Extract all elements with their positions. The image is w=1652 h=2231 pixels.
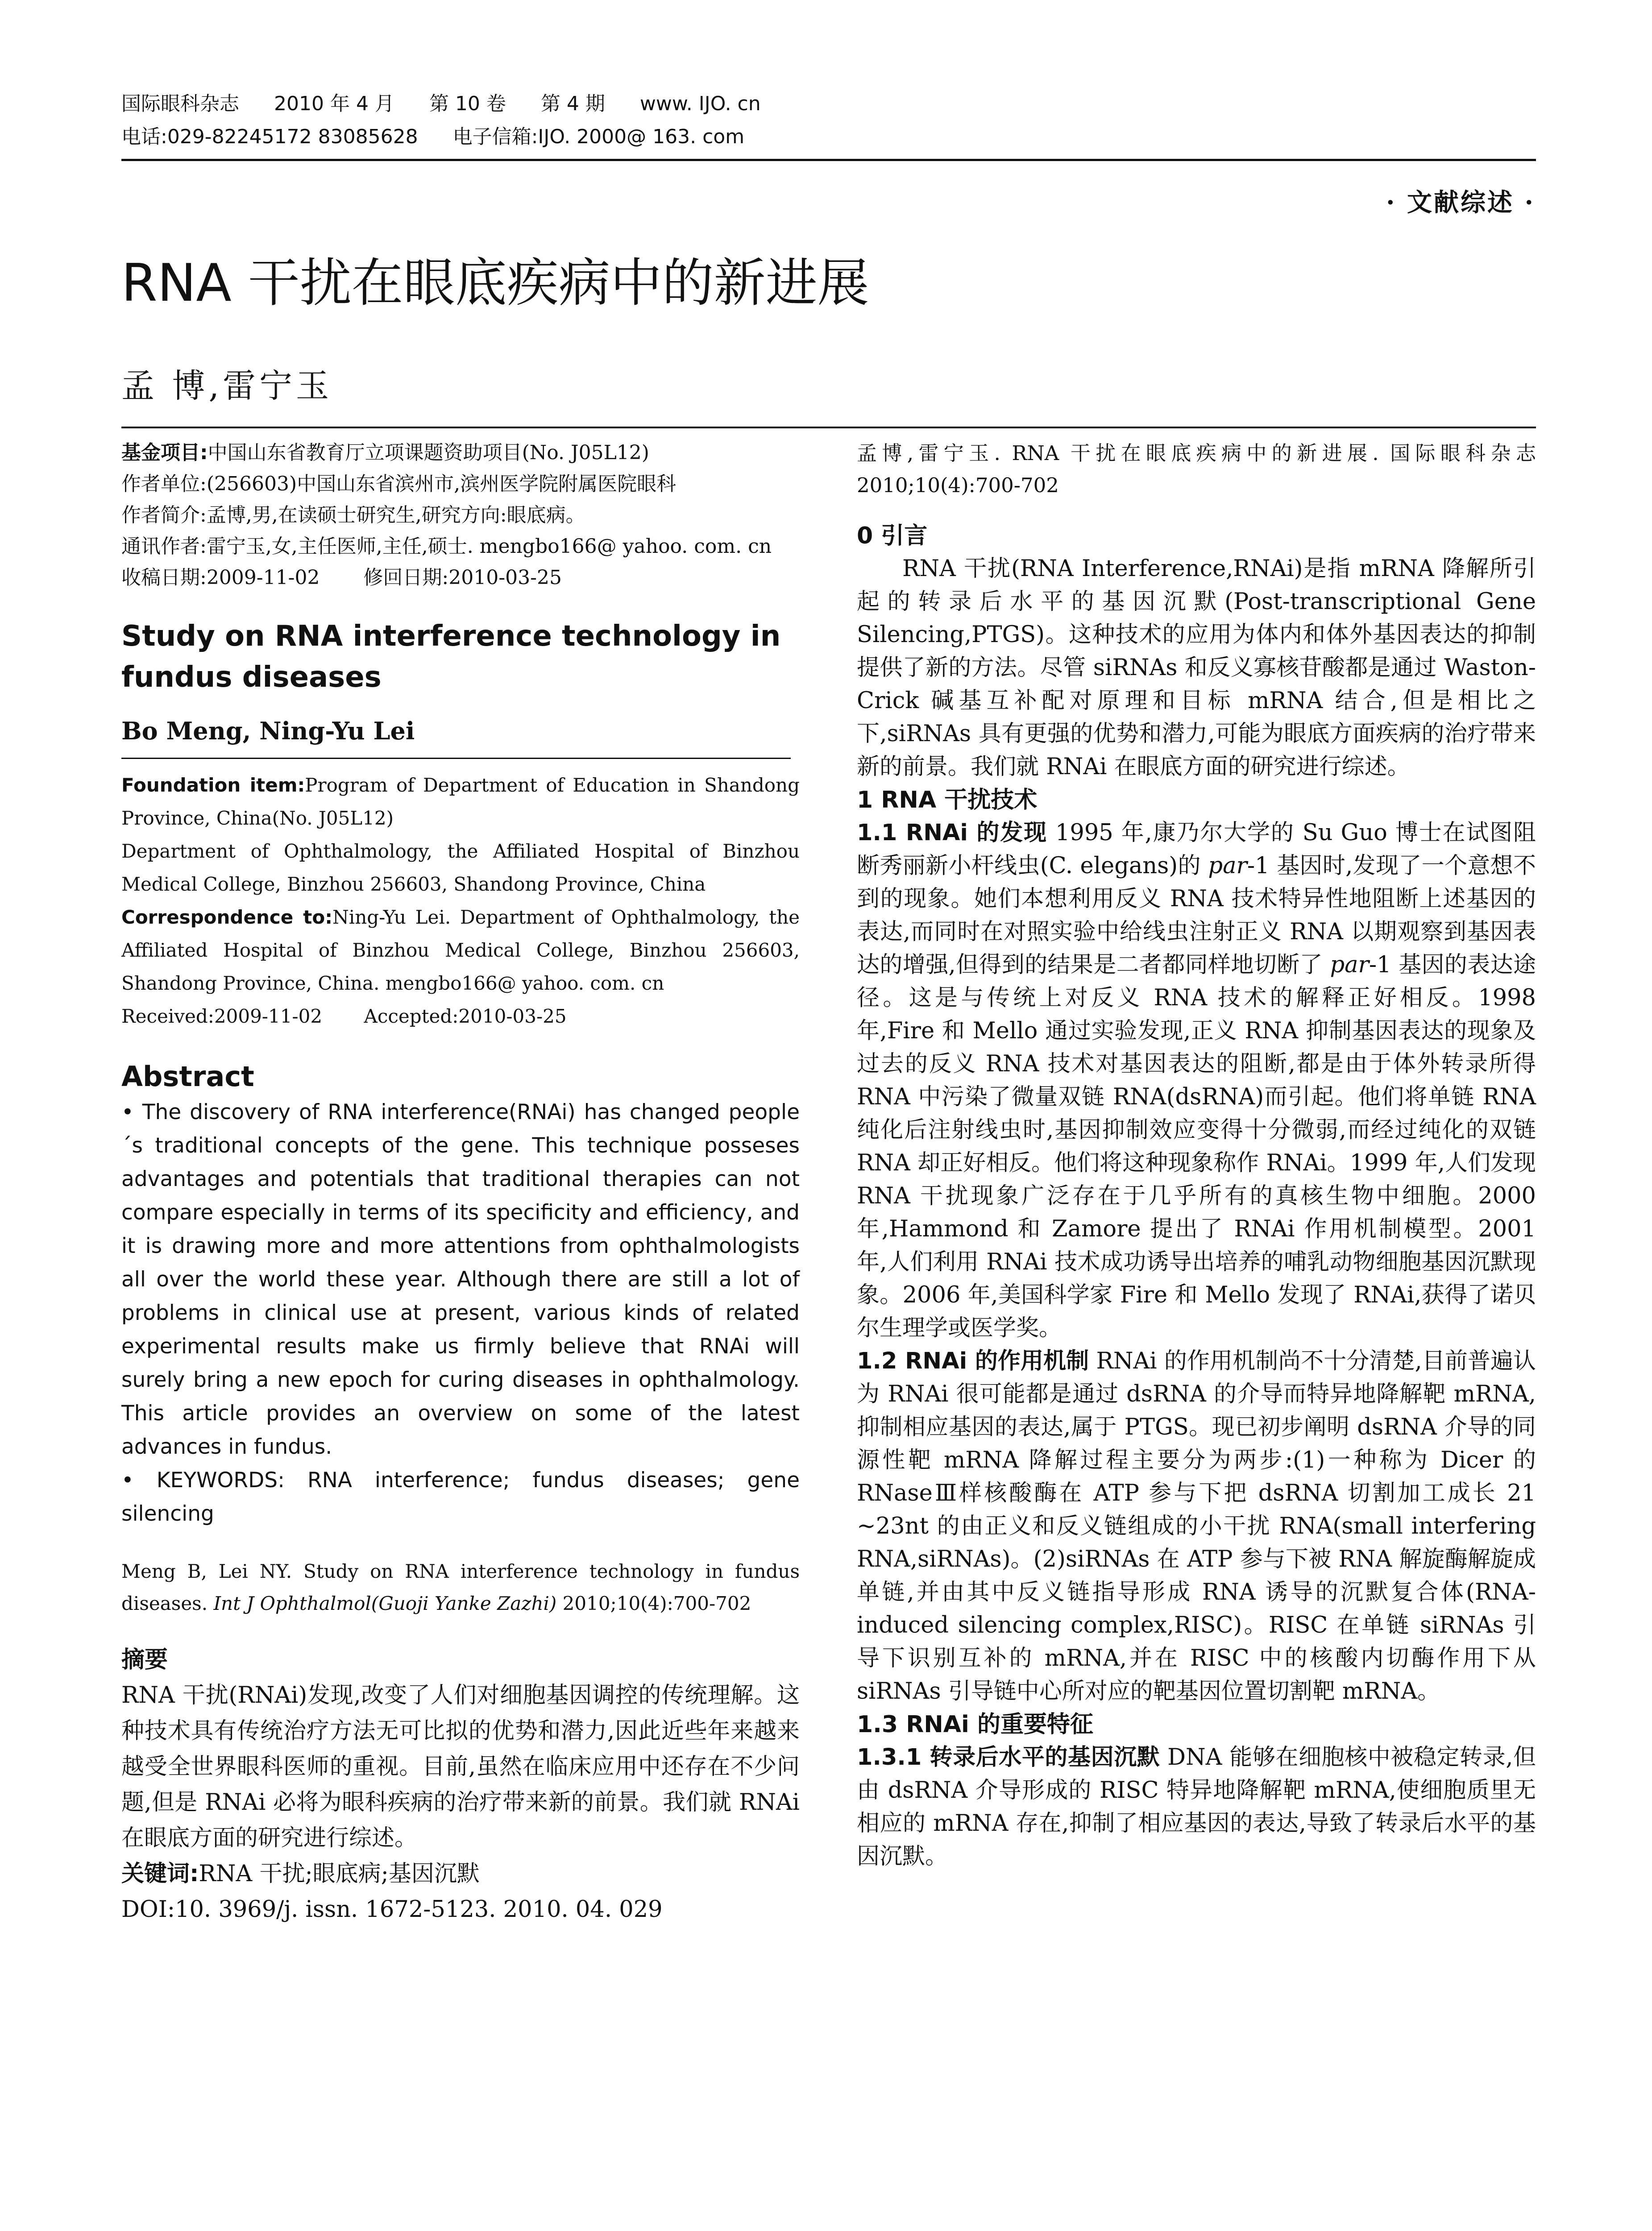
en-accepted: Accepted:2010-03-25 [364, 1005, 567, 1027]
section-1-3-1-heading: 1.3.1 转录后水平的基因沉默 [857, 1744, 1160, 1771]
intro-paragraph: RNA 干扰(RNA Interference,RNAi)是指 mRNA 降解所引起的转录后水平的基因沉默(Post-transcriptional Gene Silencing,PTGS)。这种技术的应用为体内和体外基因表达的抑制提供了新的方法。尽管 siRNAs 和反义寡核苷酸都是通过 Waston-Crick 碱基互补配对原理和目标 mRNA 结合,但是相比之下,siRNAs 具有更强的优势和潜力,可能为眼底方面疾病的治疗带来新的前景。我们就 RNAi 在眼底方面的研究进行综述。 [857, 556, 1536, 780]
english-authors: Bo Meng, Ning-Yu Lei [121, 717, 415, 745]
correspondence-text: Ning-Yu Lei. Department of Ophthalmology, the Affiliated Hospital of Binzhou Medical College, Binzhou 256603, Shandong Province, China. mengbo166@ yahoo. com. cn [121, 906, 800, 994]
doi[interactable]: DOI:10. 3969/j. issn. 1672-5123. 2010. 04. 029 [121, 1896, 663, 1923]
en-received: Received:2009-11-02 [121, 1005, 323, 1027]
chinese-citation: 孟博,雷宁玉. RNA 干扰在眼底疾病中的新进展. 国际眼科杂志 2010;10(4):700-702 [857, 441, 1536, 497]
section-1-3-heading: 1.3 RNAi 的重要特征 [857, 1711, 1093, 1738]
section-1-1-heading: 1.1 RNAi 的发现 [857, 820, 1047, 846]
foundation-line [121, 769, 800, 835]
section-1-2-heading: 1.2 RNAi 的作用机制 [857, 1348, 1089, 1374]
correspondence-label: Correspondence to: [121, 906, 333, 928]
running-header [121, 87, 1536, 153]
article-authors: 孟 博,雷宁玉 [121, 367, 333, 405]
chinese-keywords [121, 1856, 800, 1892]
received-date: 收稿日期:2009-11-02 [121, 566, 320, 589]
phone: 电话:029-82245172 83085628 [121, 125, 418, 148]
title-rule [121, 427, 1536, 428]
discovery-text-b: -1 基因时,发现了一个意想不到的现象。她们本想利用反义 RNA 技术特异性地阻断上述基因的表达,而同时在对照实验中给线虫注射正义 RNA 以期观察到基因表达的增强,但得到的结果是二者都同样地切断了 [857, 853, 1536, 978]
dates-line [121, 562, 800, 593]
abstract-body [121, 1095, 800, 1530]
cite-journal: Int J Ophthalmol(Guoji Yanke Zazhi) [213, 1592, 557, 1614]
gene-par-1: par [1208, 853, 1247, 879]
abstract-heading: Abstract [121, 1060, 254, 1093]
discovery-text-a: 1995 年,康乃尔大学的 Su Guo 博士在试图阻断秀丽新小杆线虫(C. elegans)的 [857, 820, 1536, 879]
revised-date: 修回日期:2010-03-25 [363, 566, 562, 589]
cite-pre: Meng B, Lei NY. Study on RNA interference technology in fundus diseases. [121, 1560, 800, 1614]
journal-url[interactable]: www. IJO. cn [639, 92, 761, 115]
section-0-heading: 0 引言 [857, 523, 928, 549]
silencing-paragraph [857, 1741, 1536, 1873]
section-1-3-body [857, 1741, 1536, 1873]
volume: 第 10 卷 [429, 92, 506, 115]
section-tag: · 文献综述 · [1386, 188, 1535, 217]
article-meta [121, 437, 800, 593]
email[interactable]: 电子信箱:IJO. 2000@ 163. com [452, 125, 745, 148]
fund-line [121, 437, 800, 469]
corr-line: 通讯作者:雷宁玉,女,主任医师,主任,硕士. mengbo166@ yahoo. com. cn [121, 535, 772, 558]
chinese-abstract-heading: 摘要 [121, 1646, 168, 1673]
mechanism-text: RNAi 的作用机制尚不十分清楚,目前普遍认为 RNAi 很可能都是通过 dsRNA 的介导而特异地降解靶 mRNA,抑制相应基因的表达,属于 PTGS。现已初步阐明 dsRNA 介导的同源性靶 mRNA 降解过程主要分为两步:(1)一种称为 Dicer 的 RNaseⅢ样核酸酶在 ATP 参与下把 dsRNA 切割加工成长 21 ~23nt 的由正义和反义链组成的小干扰 RNA(small interfering RNA,siRNAs)。(2)siRNAs 在 ATP 参与下被 RNA 解旋酶解旋成单链,并由其中反义链指导形成 RNA 诱导的沉默复合体(RNA-induced silencing complex,RISC)。RISC 在单链 siRNAs 引导下识别互补的 mRNA,并在 RISC 中的核酸内切酶作用下从 siRNAs 引导链中心所对应的靶基因位置切割靶 mRNA。 [857, 1348, 1536, 1704]
header-rule [121, 159, 1536, 161]
cite-post: 2010;10(4):700-702 [556, 1592, 751, 1614]
issue-date: 2010 年 4 月 [274, 92, 394, 115]
chinese-abstract-text: RNA 干扰(RNAi)发现,改变了人们对细胞基因调控的传统理解。这种技术具有传统治疗方法无可比拟的优势和潜力,因此近些年来越来越受全世界眼科医师的重视。目前,虽然在临床应用中还存在不少问题,但是 RNAi 必将为眼科疾病的治疗带来新的前景。我们就 RNAi 在眼底方面的研究进行综述。 [121, 1682, 800, 1851]
foundation-label: Foundation item: [121, 774, 305, 796]
fund-label: 基金项目: [121, 441, 208, 464]
intro-line: 作者简介:孟博,男,在读硕士研究生,研究方向:眼底病。 [121, 504, 585, 527]
silencing-text: DNA 能够在细胞核中被稳定转录,但由 dsRNA 介导形成的 RISC 特异地降解靶 mRNA,使细胞质里无相应的 mRNA 存在,抑制了相应基因的表达,导致了转录后水平的基因沉默。 [857, 1744, 1536, 1870]
english-rule [121, 758, 791, 759]
gene-par-2: par [1330, 952, 1369, 978]
header-line-1 [121, 87, 1536, 120]
chinese-abstract [121, 1678, 800, 1928]
english-title: Study on RNA interference technology in fundus diseases [121, 620, 781, 694]
english-meta [121, 769, 800, 1033]
section-1-1-body [857, 817, 1536, 1708]
correspondence-line [121, 901, 800, 1000]
abstract-keywords: • KEYWORDS: RNA interference; fundus diseases; gene silencing [121, 1468, 800, 1526]
header-line-2 [121, 120, 1536, 153]
mechanism-paragraph [857, 1345, 1536, 1708]
article-title: RNA 干扰在眼底疾病中的新进展 [121, 253, 869, 313]
section-0-body [857, 552, 1536, 784]
right-column [857, 437, 1536, 1873]
section-1-heading: 1 RNA 干扰技术 [857, 787, 1038, 813]
keywords-text: RNA 干扰;眼底病;基因沉默 [199, 1861, 480, 1887]
english-citation [121, 1555, 800, 1620]
journal-name: 国际眼科杂志 [121, 92, 239, 115]
abstract-text: • The discovery of RNA interference(RNAi) has changed people´s traditional concepts of the gene. This technique posseses advantages and potentials that traditional therapies can not compare especially in terms of its specificity and efficiency, and it is drawing more and more attentions from ophthalmologists all over the world these year. Although there are still a lot of problems in clinical use at present, various kinds of related experimental results make us firmly believe that RNAi will surely bring a new epoch for curing diseases in ophthalmology. This article provides an overview on some of the latest advances in fundus. [121, 1100, 800, 1459]
en-dates-line [121, 1000, 800, 1033]
fund-text: 中国山东省教育厅立项课题资助项目(No. J05L12) [208, 441, 649, 464]
issue: 第 4 期 [540, 92, 605, 115]
foundation-text: Program of Department of Education in Shandong Province, China(No. J05L12) [121, 774, 800, 829]
department-line: Department of Ophthalmology, the Affiliated Hospital of Binzhou Medical College, Binzhou 256603, Shandong Province, China [121, 840, 800, 895]
left-column [121, 437, 800, 1928]
discovery-text-c: -1 基因的表达途径。这是与传统上对反义 RNA 技术的解释正好相反。1998 年,Fire 和 Mello 通过实验发现,正义 RNA 抑制基因表达的现象及过去的反义 RNA 技术对基因表达的阻断,都是由于体外转录所得 RNA 中污染了微量双链 RNA(dsRNA)而引起。他们将单链 RNA 纯化后注射线虫时,基因抑制效应变得十分微弱,而经过纯化的双链 RNA 却正好相反。他们将这种现象称作 RNAi。1999 年,人们发现 RNA 干扰现象广泛存在于几乎所有的真核生物中细胞。2000 年,Hammond 和 Zamore 提出了 RNAi 作用机制模型。2001 年,人们利用 RNAi 技术成功诱导出培养的哺乳动物细胞基因沉默现象。2006 年,美国科学家 Fire 和 Mello 发现了 RNAi,获得了诺贝尔生理学或医学奖。 [857, 952, 1536, 1341]
discovery-paragraph [857, 817, 1536, 1345]
keywords-label: 关键词: [121, 1861, 199, 1887]
unit-line: 作者单位:(256603)中国山东省滨州市,滨州医学院附属医院眼科 [121, 473, 677, 495]
